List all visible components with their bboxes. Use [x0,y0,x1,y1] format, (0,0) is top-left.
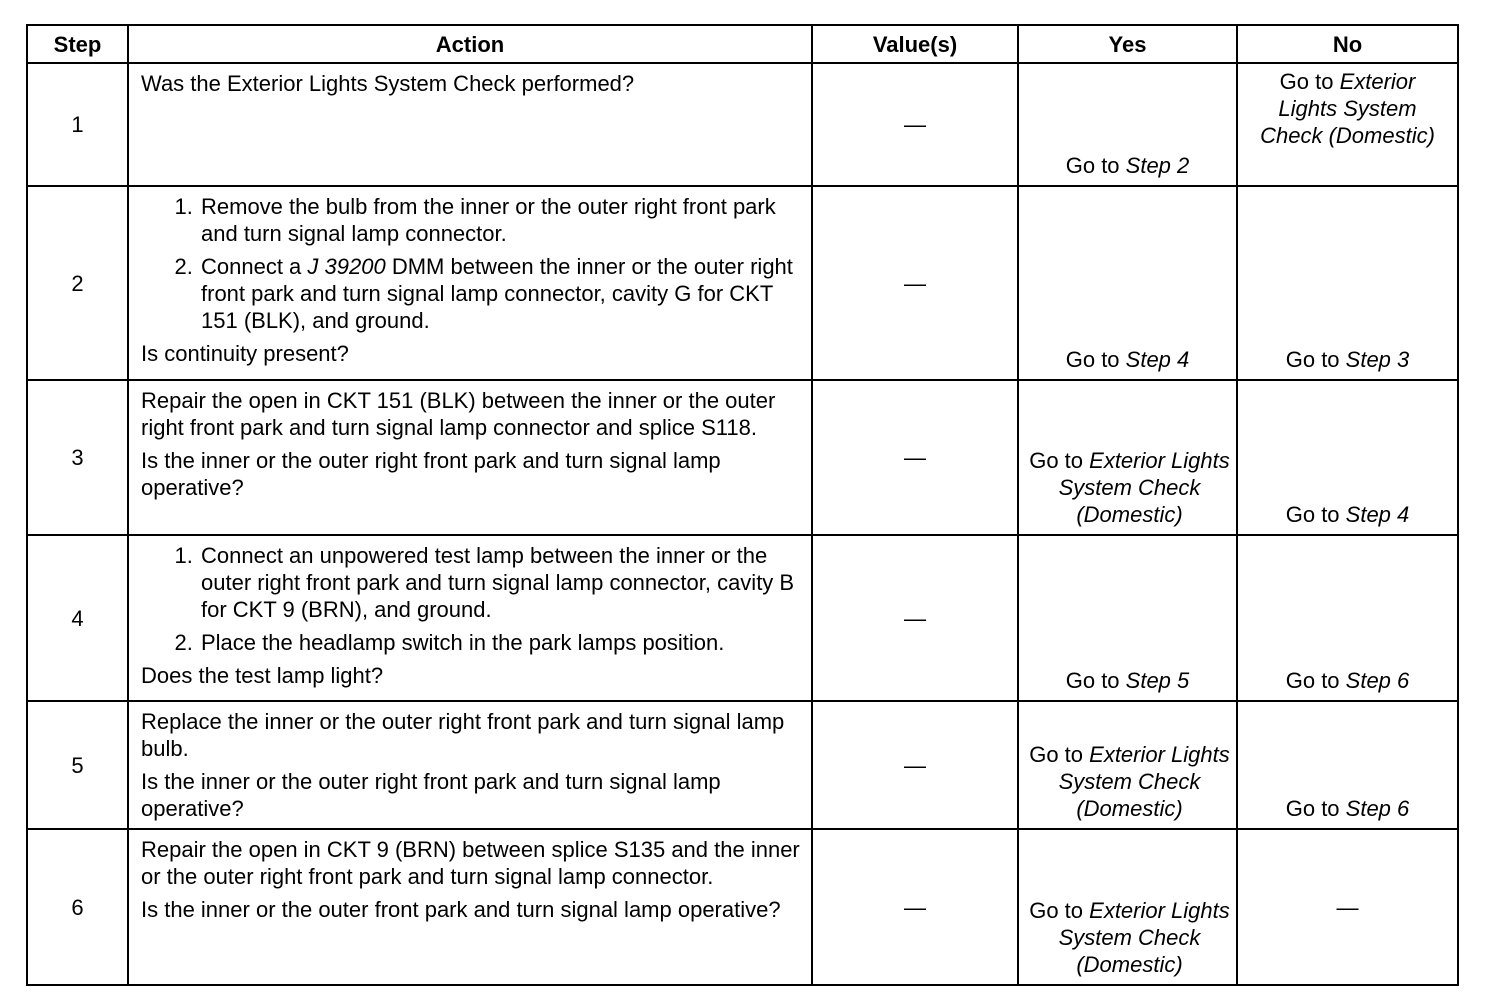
no-prefix: Go to [1285,347,1346,372]
yes-prefix: Go to [1065,668,1126,693]
yes-prefix: Go to [1065,347,1126,372]
no-cell: — [1237,829,1458,985]
step-number: 2 [27,186,128,380]
step-number: 3 [27,380,128,535]
header-yes: Yes [1018,25,1237,63]
action-list [141,542,801,656]
no-link[interactable]: Step 3 [1345,347,1410,372]
yes-link[interactable]: Step 5 [1125,668,1190,693]
no-cell [1237,63,1458,186]
yes-cell [1018,63,1237,186]
yes-link[interactable]: Step 2 [1125,153,1190,178]
no-prefix: Go to [1285,502,1346,527]
yes-link[interactable]: Step 4 [1125,347,1190,372]
step-number: 6 [27,829,128,985]
yes-cell [1018,186,1237,380]
header-action: Action [128,25,812,63]
action-cell [128,535,812,701]
yes-prefix: Go to [1029,742,1090,767]
yes-cell [1018,380,1237,535]
action-list [141,193,801,334]
no-prefix: Go to [1285,668,1346,693]
value-cell: — [812,701,1018,829]
question-text: Is continuity present? [141,341,349,366]
table-row [27,829,1458,985]
action-cell [128,186,812,380]
question-text: Is the inner or the outer front park and turn signal lamp operative? [141,897,781,922]
diagnostic-steps-table [26,24,1459,986]
yes-link[interactable]: Exterior Lights System Check (Domestic) [1058,742,1230,821]
no-cell [1237,535,1458,701]
action-cell [128,380,812,535]
value-cell: — [812,63,1018,186]
question-text: Does the test lamp light? [141,663,384,688]
yes-prefix: Go to [1029,898,1090,923]
table-row [27,186,1458,380]
tool-name: J 39200 [307,254,386,279]
no-cell [1237,186,1458,380]
yes-cell [1018,701,1237,829]
no-link[interactable]: Step 6 [1345,796,1410,821]
no-prefix: Go to [1285,796,1346,821]
value-cell: — [812,186,1018,380]
no-link[interactable]: Step 6 [1345,668,1410,693]
yes-cell [1018,829,1237,985]
yes-prefix: Go to [1065,153,1126,178]
action-list-item: 2. Connect a J 39200 DMM between the inner or the outer right front park and turn signal lamp connector, cavity G for CKT 151 (BLK), and ground. [199,253,801,334]
table-row [27,701,1458,829]
yes-prefix: Go to [1029,448,1090,473]
table-row [27,380,1458,535]
header-values: Value(s) [812,25,1018,63]
diagnostic-table [26,24,1457,984]
no-prefix: Go to [1279,69,1340,94]
action-text: Replace the inner or the outer right front park and turn signal lamp bulb. [141,709,785,761]
question-text: Is the inner or the outer right front park and turn signal lamp operative? [141,448,721,500]
table-row [27,535,1458,701]
table-row [27,63,1458,186]
action-text: Repair the open in CKT 151 (BLK) between the inner or the outer right front park and turn signal lamp connector and splice S118. [141,388,776,440]
yes-cell [1018,535,1237,701]
action-cell [128,701,812,829]
header-step: Step [27,25,128,63]
action-list-item: 2. Place the headlamp switch in the park lamps position. [199,629,801,656]
action-text: Was the Exterior Lights System Check performed? [141,71,635,96]
no-link[interactable]: Step 4 [1345,502,1410,527]
header-no: No [1237,25,1458,63]
step-number: 1 [27,63,128,186]
step-number: 4 [27,535,128,701]
action-text: Repair the open in CKT 9 (BRN) between splice S135 and the inner or the outer right front park and turn signal lamp connector. [141,837,800,889]
yes-link[interactable]: Exterior Lights System Check (Domestic) [1058,448,1230,527]
action-cell [128,829,812,985]
action-list-item: 1. Connect an unpowered test lamp between the inner or the outer right front park and turn signal lamp connector, cavity B for CKT 9 (BRN), and ground. [199,542,801,623]
table-header-row [27,25,1458,63]
action-list-item: 1. Remove the bulb from the inner or the outer right front park and turn signal lamp connector. [199,193,801,247]
value-cell: — [812,535,1018,701]
question-text: Is the inner or the outer right front park and turn signal lamp operative? [141,769,721,821]
no-link[interactable]: Exterior Lights System Check (Domestic) [1260,69,1435,148]
value-cell: — [812,829,1018,985]
step-number: 5 [27,701,128,829]
no-cell [1237,701,1458,829]
yes-link[interactable]: Exterior Lights System Check (Domestic) [1058,898,1230,977]
no-cell [1237,380,1458,535]
action-cell [128,63,812,186]
value-cell: — [812,380,1018,535]
